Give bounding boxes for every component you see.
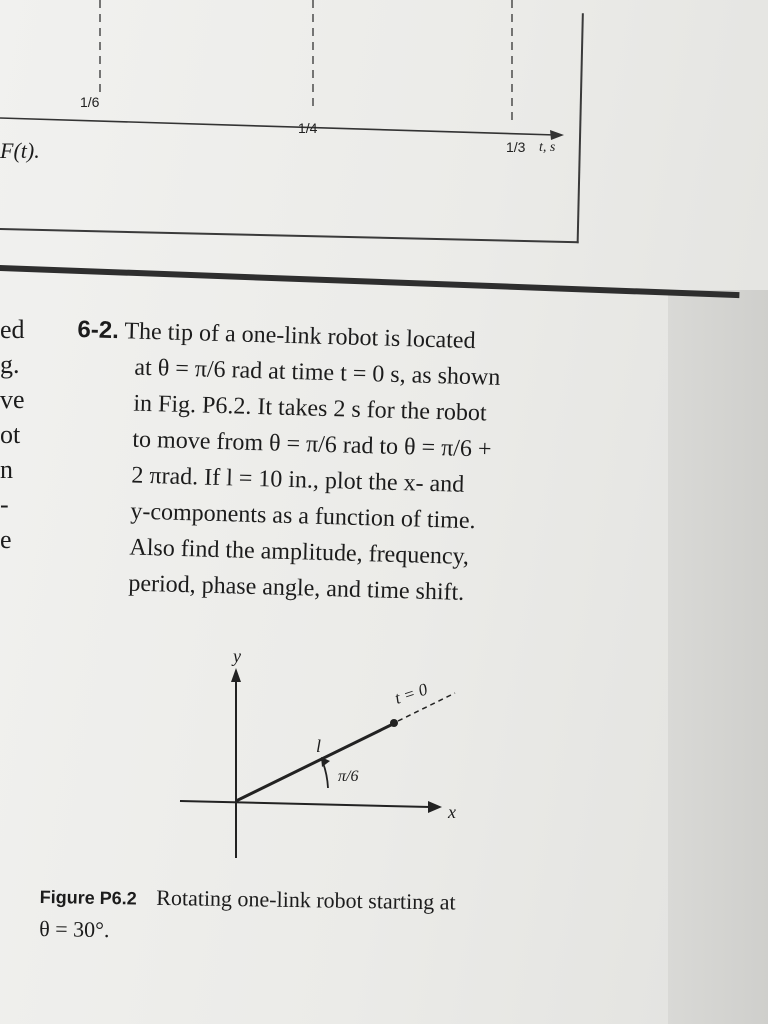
x-axis-arrowhead bbox=[428, 801, 442, 813]
margin-fragment: ot bbox=[0, 420, 21, 449]
link-length-label: l bbox=[316, 736, 322, 756]
figure-caption bbox=[39, 880, 640, 954]
problem-text-line: The tip of a one-link robot is located bbox=[124, 318, 476, 355]
caption-text: Rotating one-link robot starting at bbox=[156, 884, 456, 915]
margin-fragment: ve bbox=[0, 385, 25, 414]
margin-fragment: n bbox=[0, 455, 13, 484]
y-axis-label: y bbox=[233, 646, 241, 666]
problem-text-line: period, phase angle, and time shift. bbox=[128, 570, 465, 606]
problem-number: 6-2. bbox=[77, 315, 120, 345]
problem-text-line: y-components as a function of time. bbox=[130, 498, 476, 535]
problem-text-line: at θ = π/6 rad at time t = 0 s, as shown bbox=[134, 354, 501, 391]
margin-fragment: e bbox=[0, 525, 12, 554]
tick-label-1-3: 1/3 bbox=[506, 139, 526, 155]
margin-fragment: ed bbox=[0, 315, 25, 344]
caption-text-line2: θ = 30°. bbox=[39, 915, 110, 943]
margin-fragment: - bbox=[0, 490, 9, 519]
problem-text-line: Also find the amplitude, frequency, bbox=[129, 534, 470, 571]
caption-figure-label: Figure P6.2 bbox=[39, 886, 137, 909]
robot-link bbox=[236, 724, 393, 801]
problem-text-line: to move from θ = π/6 rad to θ = π/6 + bbox=[132, 426, 492, 463]
angle-label: π/6 bbox=[338, 768, 359, 785]
time-zero-label: t = 0 bbox=[392, 679, 430, 708]
tick-label-1-6: 1/6 bbox=[80, 94, 100, 110]
problem-text-line: 2 πrad. If l = 10 in., plot the x- and bbox=[131, 462, 465, 498]
y-axis-arrowhead bbox=[231, 668, 241, 682]
x-axis bbox=[180, 801, 430, 807]
margin-fragment: g. bbox=[0, 350, 20, 379]
function-label: F(t). bbox=[0, 138, 40, 163]
x-axis-label: x bbox=[448, 802, 456, 822]
tick-label-1-4: 1/4 bbox=[298, 120, 318, 136]
robot-tip bbox=[390, 719, 398, 727]
problem-text-line: in Fig. P6.2. It takes 2 s for the robot bbox=[133, 390, 488, 427]
t-axis-label: t, s bbox=[539, 140, 556, 155]
